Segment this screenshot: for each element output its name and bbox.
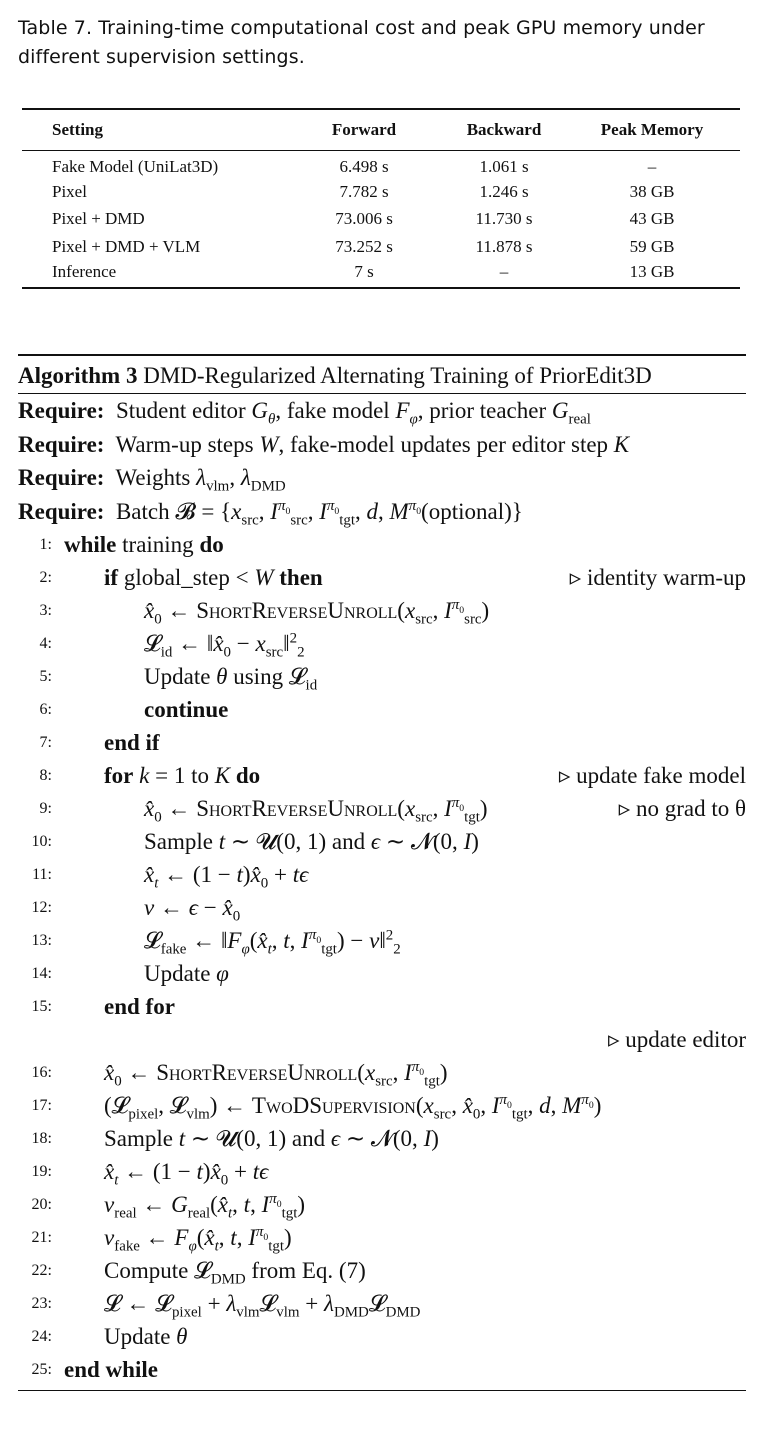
header-setting: Setting <box>52 120 103 139</box>
line-text: end for <box>104 994 175 1019</box>
cell-backward: 11.730 s <box>475 209 533 229</box>
require-label: Require: <box>18 398 105 423</box>
line-number: 8: <box>39 767 52 784</box>
line-text: Sample t ∼ 𝓤(0, 1) and ϵ ∼ 𝓝(0, I) <box>144 829 479 854</box>
algorithm-line <box>18 858 746 891</box>
line-text: $v_{fake}$ ← $F_\varphi(x̂_t$, t, $I^{\pi_0}_{tgt}$) <box>104 1224 292 1255</box>
cell-setting: Inference <box>52 261 117 281</box>
algorithm-line <box>18 957 746 990</box>
line-number: 10: <box>31 833 52 850</box>
line-number: 22: <box>31 1262 52 1279</box>
table-row <box>22 151 740 179</box>
algorithm-title <box>18 354 746 394</box>
cell-backward: 11.878 s <box>475 236 533 256</box>
line-number: 5: <box>39 668 52 685</box>
line-text: while training do <box>64 532 224 557</box>
line-text: 𝓛$_{fake}$ ← $‖F_\varphi(x̂_t$, t, $I^{\pi_0}_{tgt}$) − v‖$^2_2$ <box>144 927 401 958</box>
line-number: 19: <box>31 1163 52 1180</box>
require-label: Require: <box>18 431 105 457</box>
algorithm-line <box>18 528 746 561</box>
line-text: 𝓛 ← 𝓛$_{pixel}$ + $\lambda_{vlm}𝓛_{vlm}$ + $\lambda_{DMD}𝓛_{DMD}$ <box>104 1291 421 1321</box>
require-line: Require: Student editor $G_\theta$, fake model $F_\varphi$, prior teacher $G_{real}$ <box>18 398 591 428</box>
line-text: Sample t ∼ 𝓤(0, 1) and ϵ ∼ 𝓝(0, I) <box>104 1126 439 1151</box>
line-number: 15: <box>31 998 52 1015</box>
require-line: Require: Weights $\lambda_{vlm}$, $\lambda_{DMD}$ <box>18 465 286 495</box>
algorithm-line <box>18 660 746 693</box>
algorithm-line <box>18 627 746 660</box>
algorithm-line <box>18 1155 746 1188</box>
line-text: continue <box>144 697 229 722</box>
line-number: 23: <box>31 1295 52 1312</box>
line-text: Compute 𝓛$_{DMD}$ from Eq. (7) <box>104 1258 366 1288</box>
cell-peak-memory: 38 GB <box>629 181 675 201</box>
require-label: Require: <box>18 465 105 490</box>
cell-forward: 7.782 s <box>339 181 389 201</box>
line-number: 24: <box>31 1328 52 1345</box>
algorithm-line <box>18 990 746 1023</box>
line-text: for k = 1 to K do <box>104 763 261 788</box>
algorithm-line <box>18 924 746 957</box>
line-number: 11: <box>32 866 52 883</box>
algorithm-line <box>18 1089 746 1122</box>
cell-forward: 73.006 s <box>335 209 393 229</box>
line-text: $x̂_0$ ← $ShortReverseUnroll(x_{src}$, $I^{\pi_0}_{tgt}$) <box>104 1059 448 1090</box>
line-number: 14: <box>31 965 52 982</box>
line-number: 21: <box>31 1229 52 1246</box>
line-text: 𝓛$_{id}$ ← $‖x̂_0$ − $x_{src}‖^2_2$ <box>144 630 305 661</box>
line-number: 18: <box>31 1130 52 1147</box>
algorithm-line <box>18 1287 746 1320</box>
line-number: 7: <box>39 734 52 751</box>
algorithm-block <box>18 354 746 1391</box>
line-number: 4: <box>39 635 52 652</box>
line-text: v ← $\epsilon - x̂_0$ <box>144 895 241 925</box>
cell-peak-memory: 13 GB <box>629 261 675 281</box>
line-text: $v_{real}$ ← $G_{real}(x̂_t$, t, $I^{\pi_0}_{tgt}$) <box>104 1191 306 1222</box>
table-row <box>22 261 740 289</box>
line-number: 25: <box>31 1361 52 1378</box>
line-text: $x̂_0$ ← $ShortReverseUnroll(x_{src}$, $I^{\pi_0}_{src}$) <box>144 597 490 628</box>
cell-peak-memory: 59 GB <box>629 236 675 256</box>
require-line: Require: Batch 𝓑 = {$x_{src}$, $I^{\pi_0}_{src}$, $I^{\pi_0}_{tgt}$, d, $M^{\pi_0}(optional)$} <box>18 497 523 529</box>
cell-backward: – <box>499 261 509 281</box>
cell-forward: 6.498 s <box>339 157 389 176</box>
line-number: 12: <box>31 899 52 916</box>
require-line: Require: Warm-up steps W, fake-model updates per editor step K <box>18 431 630 457</box>
line-number: 9: <box>39 800 52 817</box>
line-comment: ▹ no grad to θ <box>618 796 746 821</box>
line-number: 1: <box>39 536 52 553</box>
line-text: end if <box>104 730 160 755</box>
cell-forward: 73.252 s <box>335 236 393 256</box>
algorithm-line <box>18 561 746 594</box>
cell-setting: Fake Model (UniLat3D) <box>52 157 219 176</box>
algorithm-line <box>18 1188 746 1221</box>
algorithm-line <box>18 726 746 759</box>
algorithm-bottom-rule <box>18 1390 746 1391</box>
header-backward: Backward <box>466 120 542 139</box>
line-text: end while <box>64 1357 158 1382</box>
table-row <box>22 233 740 261</box>
line-text: $x̂_0$ ← $ShortReverseUnroll(x_{src}$, $I^{\pi_0}_{tgt}$) <box>144 795 488 826</box>
line-text: Update θ <box>104 1324 188 1349</box>
algorithm-line <box>18 1056 746 1089</box>
cell-backward: 1.246 s <box>479 181 529 201</box>
line-text: Update φ <box>144 961 229 986</box>
line-comment: ▹ identity warm-up <box>569 565 746 590</box>
cell-setting: Pixel + DMD <box>52 209 145 229</box>
cell-peak-memory: – <box>647 157 657 176</box>
algorithm-line <box>18 759 746 792</box>
algorithm-line <box>18 693 746 726</box>
cell-backward: 1.061 s <box>479 157 529 176</box>
algorithm-line <box>18 1221 746 1254</box>
table-header-row <box>22 109 740 151</box>
cell-setting: Pixel <box>52 181 87 201</box>
line-number: 2: <box>39 569 52 586</box>
algorithm-comment-line <box>18 1023 746 1056</box>
table-row <box>22 206 740 234</box>
line-text: if global_step < W then <box>104 565 323 590</box>
line-text: $x̂_t$ ← $(1 - t)x̂_0 + t\epsilon$ <box>144 862 309 892</box>
line-number: 13: <box>31 932 52 949</box>
algorithm-label: Algorithm 3 <box>18 363 138 388</box>
header-peak-memory: Peak Memory <box>600 120 704 139</box>
algorithm-line <box>18 891 746 924</box>
algorithm-line <box>18 1320 746 1353</box>
algorithm-line <box>18 1122 746 1155</box>
algorithm-line <box>18 825 746 858</box>
line-number: 17: <box>31 1097 52 1114</box>
algorithm-line <box>18 1353 746 1386</box>
line-text: (𝓛$_{pixel}$, 𝓛$_{vlm}$) ← $TwoDSupervision(x_{src}$, $x̂_0$, $I^{\pi_0}_{tgt}$, d, $M^{\pi_0}$) <box>104 1092 602 1123</box>
line-text: Update θ using 𝓛$_{id}$ <box>144 664 318 694</box>
algorithm-title-text: DMD-Regularized Alternating Training of PriorEdit3D <box>143 363 652 388</box>
line-number: 3: <box>39 602 52 619</box>
line-number: 20: <box>31 1196 52 1213</box>
line-comment: ▹ update fake model <box>558 763 746 788</box>
table-row <box>22 178 740 206</box>
table-caption: Table 7. Training-time computational cost and peak GPU memory under different supervision settings. <box>18 17 705 68</box>
cell-setting: Pixel + DMD + VLM <box>52 236 201 256</box>
line-text: $x̂_t$ ← $(1 - t)x̂_0 + t\epsilon$ <box>104 1159 269 1189</box>
cell-forward: 7 s <box>354 261 374 281</box>
line-comment: ▹ update editor <box>608 1027 746 1052</box>
algorithm-line <box>18 1254 746 1287</box>
header-forward: Forward <box>331 120 397 139</box>
results-table-container <box>22 108 740 289</box>
require-label: Require: <box>18 498 105 524</box>
cell-peak-memory: 43 GB <box>629 209 675 229</box>
line-number: 16: <box>31 1064 52 1081</box>
results-table <box>22 108 740 289</box>
line-number: 6: <box>39 701 52 718</box>
algorithm-line <box>18 594 746 627</box>
algorithm-line <box>18 792 746 825</box>
